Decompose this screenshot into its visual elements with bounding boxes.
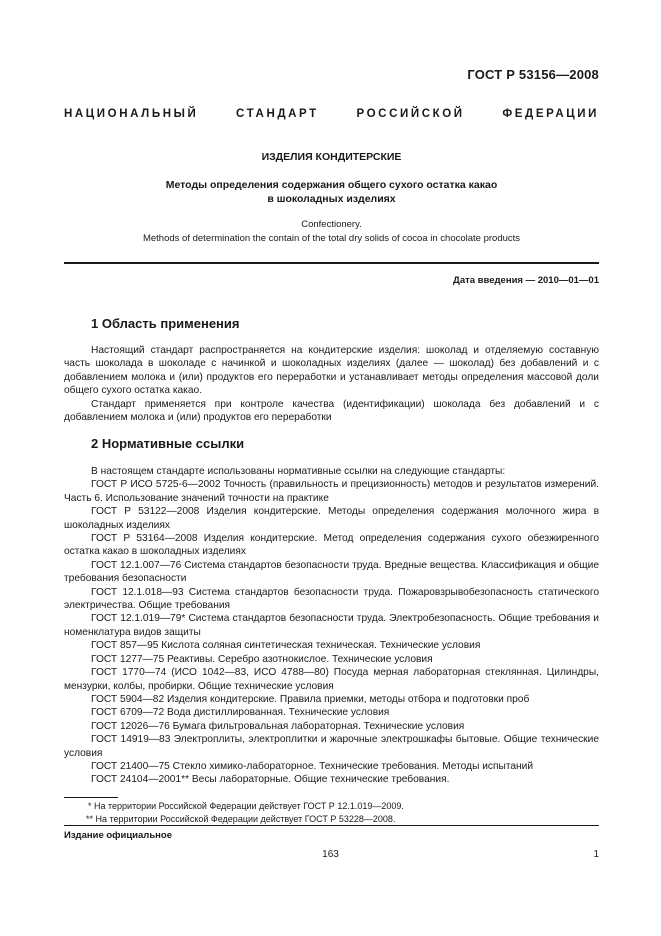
footnote: ** На территории Российской Федерации действует ГОСТ Р 53228—2008.	[86, 814, 396, 824]
official-edition-label: Издание официальное	[64, 830, 172, 841]
reference-item: ГОСТ 6709—72 Вода дистиллированная. Технические условия	[91, 707, 390, 719]
reference-item: ГОСТ 857—95 Кислота соляная синтетическая техническая. Технические условия	[91, 640, 481, 652]
reference-item: ГОСТ 14919—83 Электроплиты, электроплитки и жарочные электрошкафы бытовые. Общие технические условия	[64, 734, 599, 759]
footnote-divider	[64, 797, 118, 798]
reference-item: ГОСТ 24104—2001** Весы лабораторные. Общие технические требования.	[91, 774, 450, 786]
subtitle-line-2: в шоколадных изделиях	[267, 193, 396, 205]
document-number: ГОСТ Р 53156—2008	[467, 67, 599, 82]
national-standard-banner: НАЦИОНАЛЬНЫЙ СТАНДАРТ РОССИЙСКОЙ ФЕДЕРАЦИИ	[64, 108, 599, 120]
reference-item: ГОСТ Р 53122—2008 Изделия кондитерские. Методы определения содержания молочного жира в шоколадных изделиях	[64, 506, 599, 531]
title-russian: ИЗДЕЛИЯ КОНДИТЕРСКИЕ	[261, 151, 402, 163]
section-1-paragraph: Стандарт применяется при контроле качества (идентификации) шоколада без добавлений и с добавлением молока и (или) продуктов его переработки	[64, 398, 599, 424]
sheet-number: 1	[593, 849, 599, 860]
introduction-date: Дата введения — 2010—01—01	[453, 275, 599, 286]
footnote: * На территории Российской Федерации действует ГОСТ Р 12.1.019—2009.	[88, 801, 404, 811]
subtitle-line-1: Методы определения содержания общего сухого остатка какао	[165, 179, 498, 191]
footnotes	[64, 800, 599, 826]
footer-divider	[64, 825, 599, 826]
reference-item: ГОСТ 5904—82 Изделия кондитерские. Правила приемки, методы отбора и подготовки проб	[91, 693, 530, 705]
title-english-line-2: Methods of determination the contain of the total dry solids of cocoa in chocolate products	[142, 233, 521, 244]
reference-item: ГОСТ 1770—74 (ИСО 1042—83, ИСО 4788—80) Посуда мерная лабораторная стеклянная. Цилиндры, мензурки, колбы, пробирки. Общие технические условия	[64, 667, 599, 692]
reference-item: ГОСТ 12026—76 Бумага фильтровальная лабораторная. Технические условия	[91, 720, 465, 732]
section-1-heading: 1 Область применения	[91, 316, 240, 331]
section-1-body	[64, 344, 599, 424]
reference-item: ГОСТ Р 53164—2008 Изделия кондитерские. Метод определения содержания сухого обезжиренного остатка какао в шоколадных изделиях	[64, 533, 599, 558]
title-english-line-1: Confectionery.	[301, 219, 362, 230]
reference-item: ГОСТ 1277—75 Реактивы. Серебро азотнокислое. Технические условия	[91, 653, 433, 665]
title-divider	[64, 262, 599, 264]
section-2-heading: 2 Нормативные ссылки	[91, 436, 245, 451]
page-number: 163	[322, 849, 339, 860]
reference-item: ГОСТ 21400—75 Стекло химико-лабораторное. Технические требования. Методы испытаний	[91, 760, 534, 772]
section-2-body	[64, 465, 599, 787]
reference-item: ГОСТ 12.1.007—76 Система стандартов безопасности труда. Вредные вещества. Классификация и общие требования безопасности	[64, 559, 599, 585]
reference-item: ГОСТ Р ИСО 5725-6—2002 Точность (правильность и прецизионность) методов и результатов измерений. Часть 6. Использование значений точности на практике	[64, 479, 599, 504]
title-english	[64, 218, 599, 246]
section-1-paragraph: Настоящий стандарт распространяется на кондитерские изделия: шоколад и отделяемую составную часть шоколада в шоколаде с начинкой и шоколадных изделиях (далее — шоколад) без добавлений и с добавлением молока и (или) продуктов его переработки и устанавливает методы определения массовой доли общего сухого остатка какао.	[64, 345, 599, 397]
references-intro: В настоящем стандарте использованы нормативные ссылки на следующие стандарты:	[91, 466, 506, 477]
subtitle-russian	[64, 178, 599, 206]
reference-item: ГОСТ 12.1.019—79* Система стандартов безопасности труда. Электробезопасность. Общие требования и номенклатура видов защиты	[64, 613, 599, 638]
reference-item: ГОСТ 12.1.018—93 Система стандартов безопасности труда. Пожаровзрывобезопасность статического электричества. Общие требования	[64, 586, 599, 612]
